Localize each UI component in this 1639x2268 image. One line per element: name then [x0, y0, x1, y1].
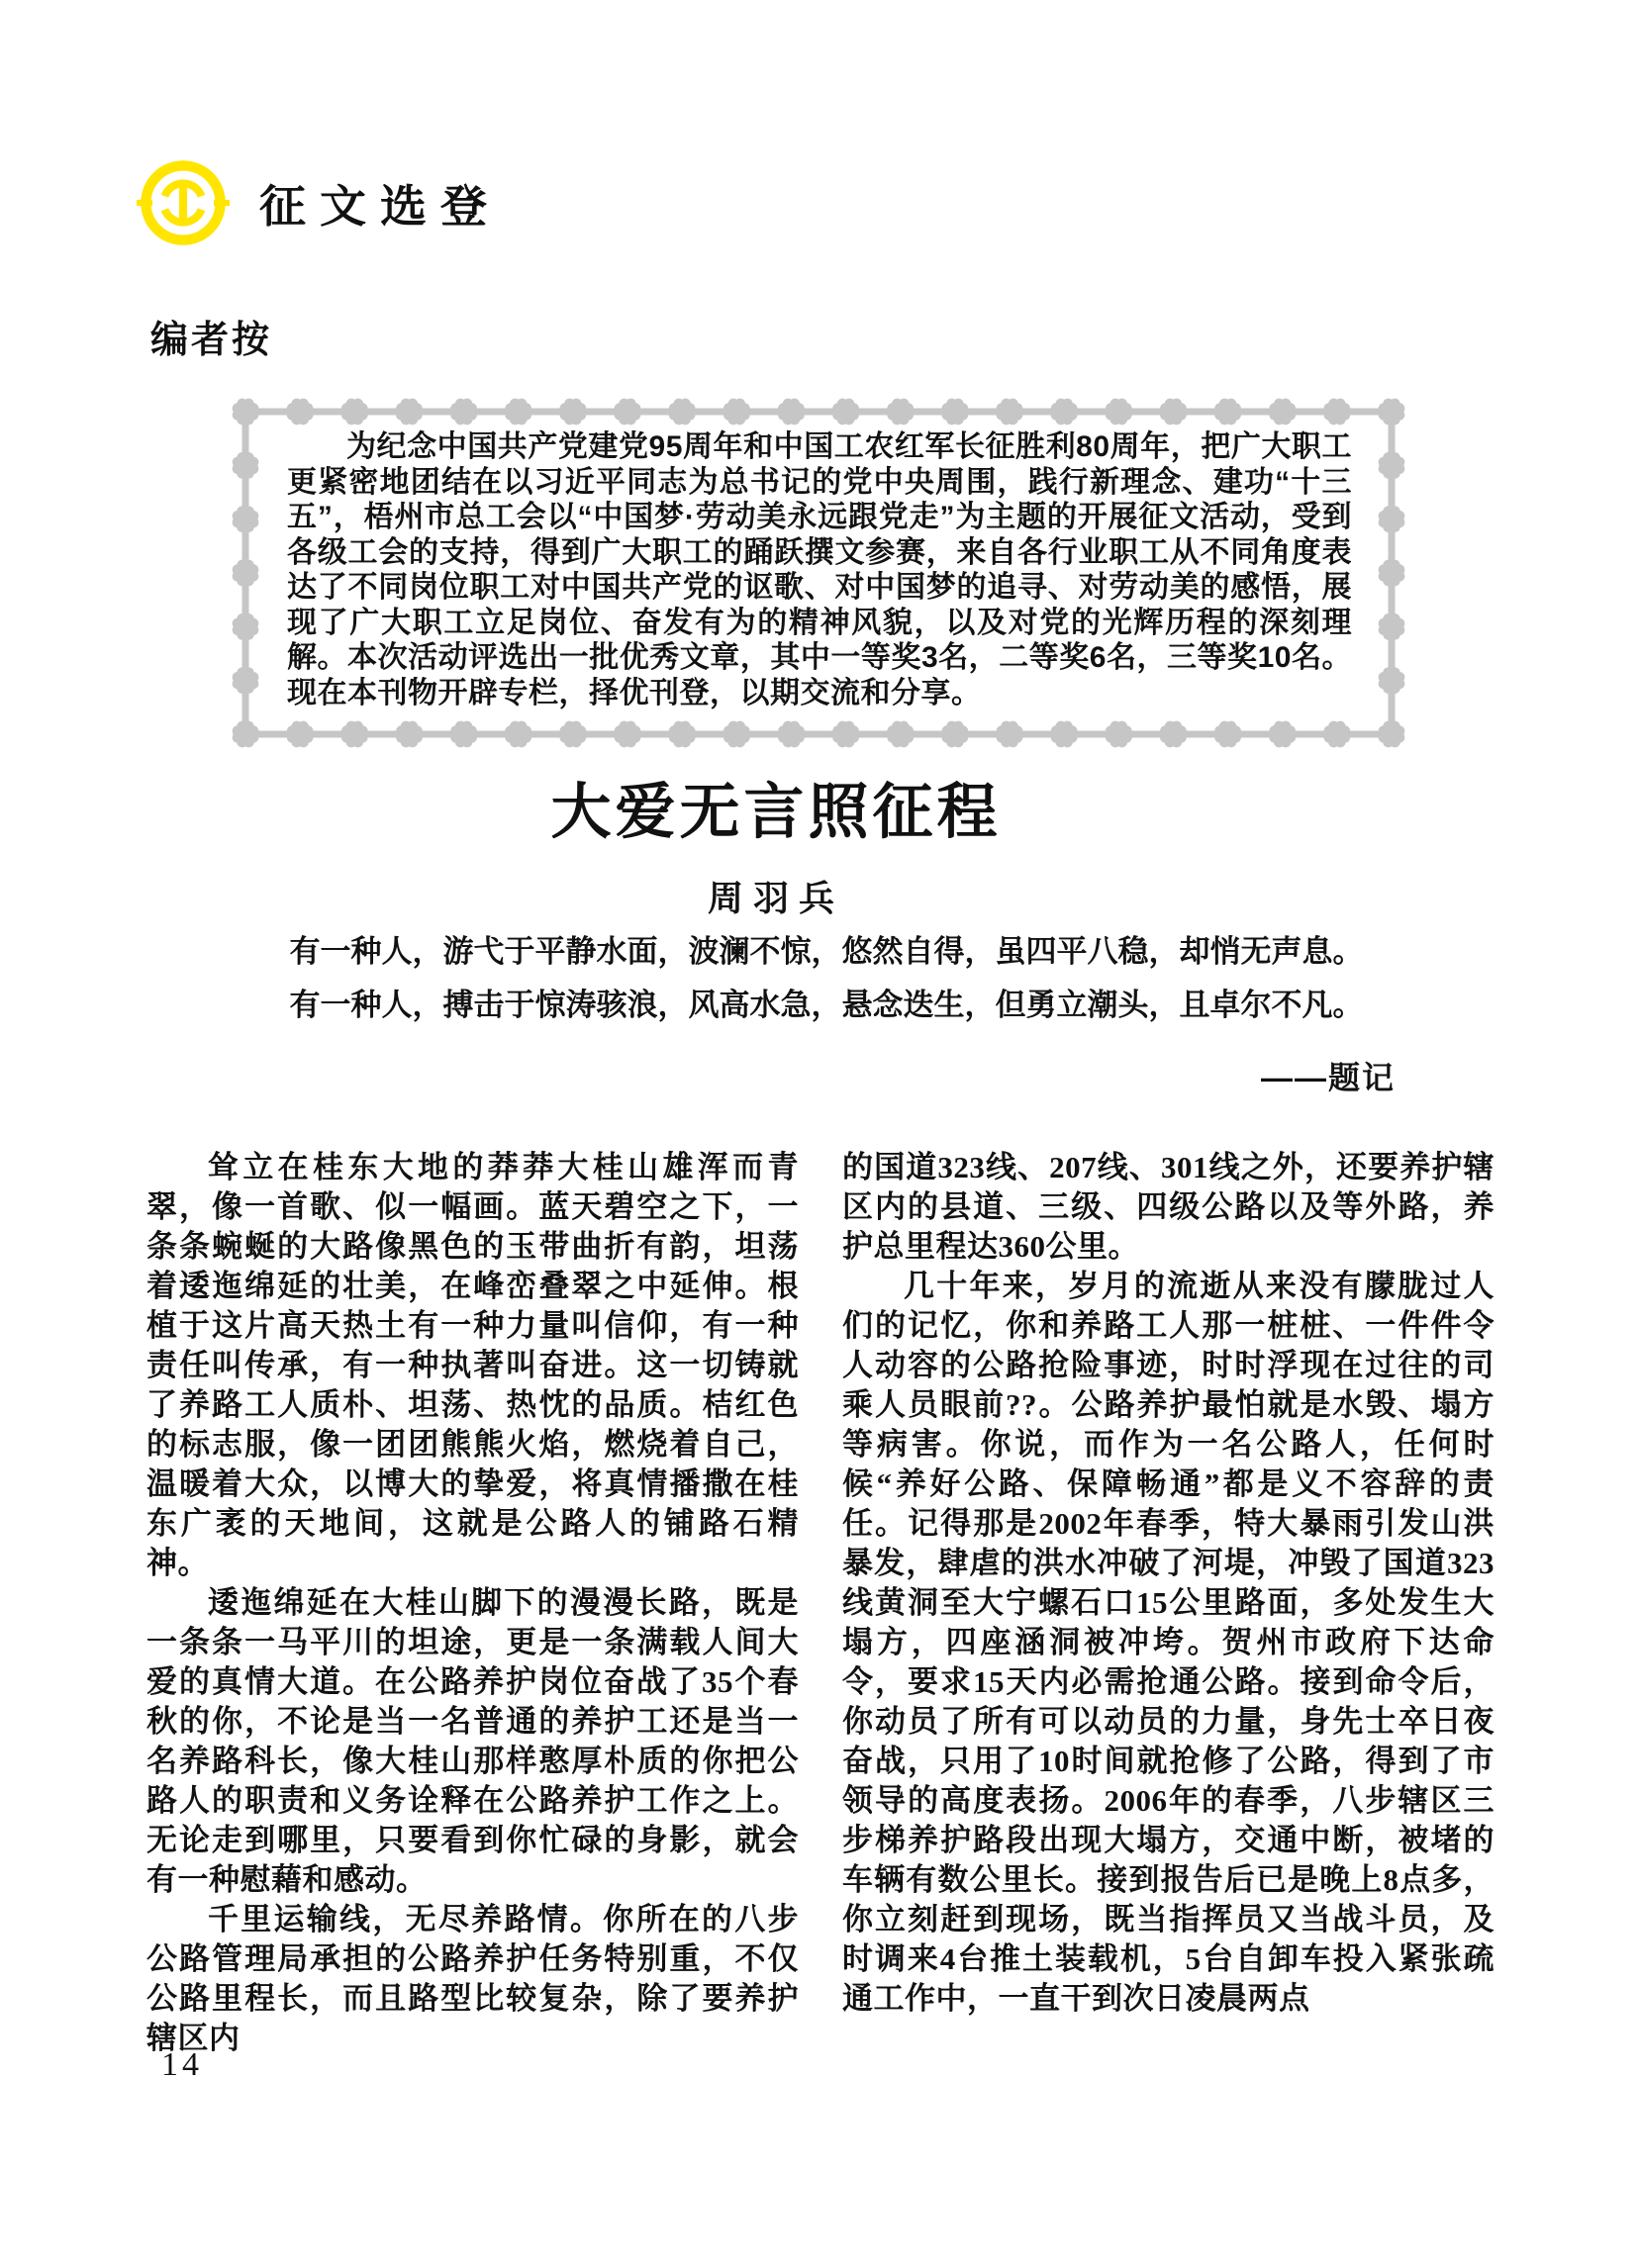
paragraph: 几十年来，岁月的流逝从来没有朦胧过人们的记忆，你和养路工人那一桩桩、一件件令人动容的公路抢险事迹，时时浮现在过往的司乘人员眼前??。公路养护最怕就是水毁、塌方等病害。你说，而作为一名公路人，任何时候“养好公路、保障畅通”都是义不容辞的责任。记得那是2002年春季，特大暴雨引发山洪暴发，肆虐的洪水冲破了河堤，冲毁了国道323线黄洞至大宁螺石口15公里路面，多处发生大塌方，四座涵洞被冲垮。贺州市政府下达命令，要求15天内必需抢通公路。接到命令后，你动员了所有可以动员的力量，身先士卒日夜奋战，只用了10时间就抢修了公路，得到了市领导的高度表扬。2006年的春季，八步辖区三步梯养护路段出现大塌方，交通中断，被堵的车辆有数公里长。接到报告后已是晚上8点多，你立刻赶到现场，既当指挥员又当战斗员，及时调来4台推土装载机，5台自卸车投入紧张疏通工作中，一直干到次日凌晨两点 — [842, 1269, 1494, 2016]
epigraph — [257, 936, 1396, 1043]
epigraph-line-2: 有一种人，搏击于惊涛骇浪，风高水急，悬念迭生，但勇立潮头，且卓尔不凡。 — [289, 988, 1364, 1022]
union-emblem-icon — [137, 156, 230, 249]
paragraph: 的国道323线、207线、301线之外，还要养护辖区内的县道、三级、四级公路以及等外路，养护总里程达360公里。 — [842, 1150, 1494, 1264]
page-number: 14 — [161, 2046, 203, 2083]
editor-note-box — [230, 396, 1407, 750]
paragraph: 千里运输线，无尽养路情。你所在的八步公路管理局承担的公路养护任务特别重，不仅公路里程长，而且路型比较复杂，除了要养护辖区内 — [146, 1902, 799, 2055]
epigraph-attribution: ——题记 — [1260, 1060, 1396, 1095]
article-title: 大爱无言照征程 — [550, 780, 1002, 846]
left-column — [146, 1148, 799, 2058]
editor-note-text: 为纪念中国共产党建党95周年和中国工农红军长征胜利80周年，把广大职工更紧密地团结在以习近平同志为总书记的党中央周围，践行新理念、建功“十三五”，梧州市总工会以“中国梦·劳动美永远跟党走”为主题的开展征文活动，受到各级工会的支持，得到广大职工的踊跃撰文参赛，来自各行业职工从不同角度表达了不同岗位职工对中国共产党的讴歌、对中国梦的追寻、对劳动美的感悟，展现了广大职工立足岗位、奋发有为的精神风貌，以及对党的光辉历程的深刻理解。本次活动评选出一批优秀文章，其中一等奖3名，二等奖6名，三等奖10名。现在本刊物开辟专栏，择优刊登，以期交流和分享。 — [287, 430, 1352, 709]
article-body — [146, 1148, 1494, 2058]
paragraph: 逶迤绵延在大桂山脚下的漫漫长路，既是一条条一马平川的坦途，更是一条满载人间大爱的真情大道。在公路养护岗位奋战了35个春秋的你，不论是当一名普通的养护工还是当一名养路科长，像大桂山那样憨厚朴质的你把公路人的职责和义务诠释在公路养护工作之上。无论走到哪里，只要看到你忙碌的身影，就会有一种慰藉和感动。 — [146, 1585, 799, 1897]
section-title: 征文选登 — [259, 182, 501, 233]
editor-note-label: 编者按 — [150, 320, 273, 361]
epigraph-line-1: 有一种人，游弋于平静水面，波澜不惊，悠然自得，虽四平八稳，却悄无声息。 — [289, 934, 1364, 969]
paragraph: 耸立在桂东大地的莽莽大桂山雄浑而青翠，像一首歌、似一幅画。蓝天碧空之下，一条条蜿蜒的大路像黑色的玉带曲折有韵，坦荡着逶迤绵延的壮美，在峰峦叠翠之中延伸。根植于这片高天热土有一种力量叫信仰，有一种责任叫传承，有一种执著叫奋进。这一切铸就了养路工人质朴、坦荡、热忱的品质。桔红色的标志服，像一团团熊熊火焰，燃烧着自己，温暖着大众，以博大的挚爱，将真情播撒在桂东广袤的天地间，这就是公路人的铺路石精神。 — [146, 1150, 799, 1580]
right-column — [842, 1148, 1494, 2058]
article-author: 周羽兵 — [707, 879, 844, 918]
masthead — [137, 156, 501, 249]
